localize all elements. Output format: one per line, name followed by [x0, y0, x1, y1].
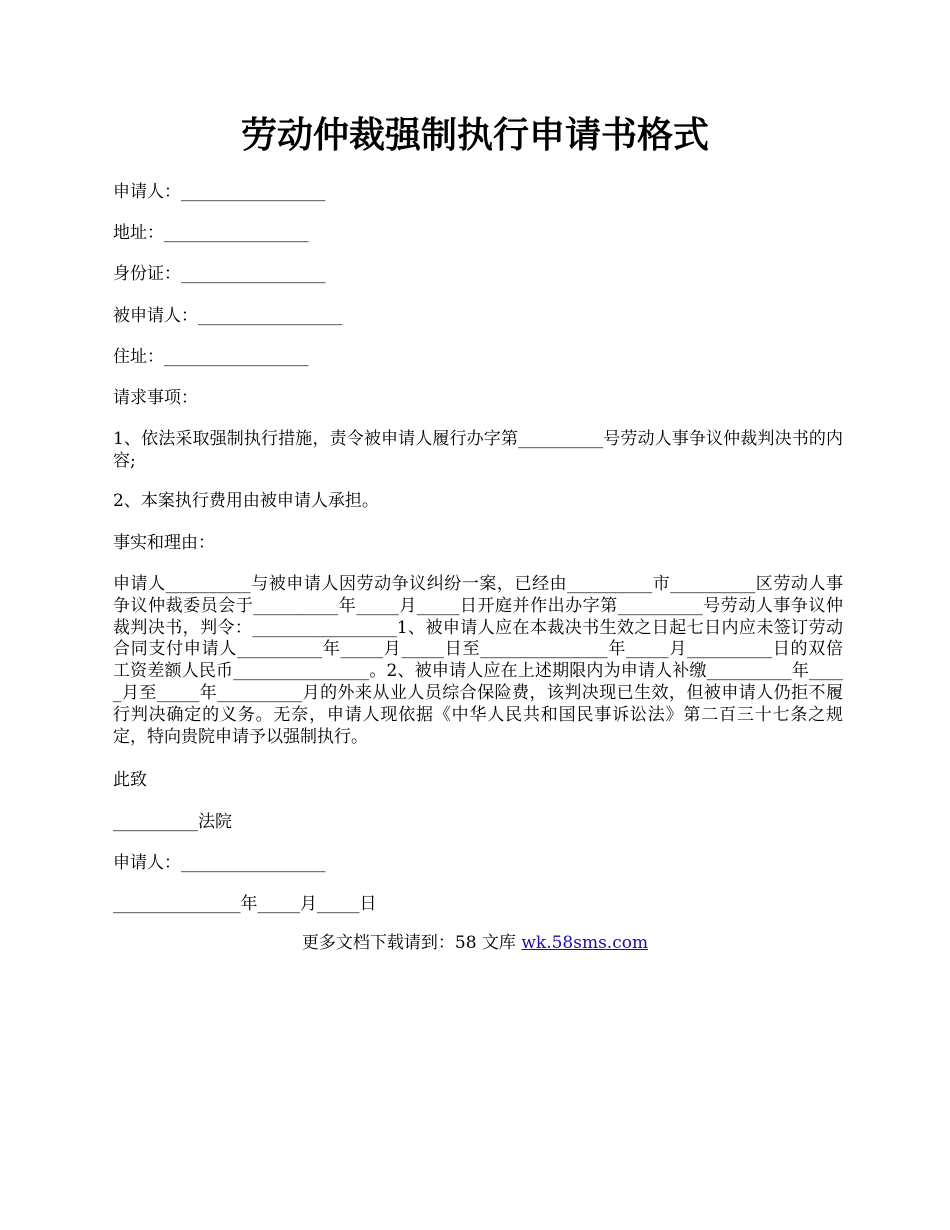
- document-title: 劳动仲裁强制执行申请书格式: [240, 115, 709, 156]
- salutation: 此致: [113, 770, 147, 790]
- id-card-line: 身份证：_________________: [113, 264, 326, 284]
- signature-line: 申请人：_________________: [113, 853, 326, 873]
- facts-heading: 事实和理由：: [113, 533, 215, 553]
- date-line: _______________年_____月_____日: [113, 894, 377, 914]
- request-heading: 请求事项：: [113, 388, 198, 408]
- applicant-line: 申请人：_________________: [113, 182, 326, 202]
- facts-body: 申请人__________与被申请人因劳动争议纠纷一案，已经由__________市__________区劳动人事争议仲裁委员会于__________年_____月_____日开庭并作出办字第__________号劳动人事争议仲裁判决书，判令：_________________1、被申请人应在本裁决书生效之日起七日内应未签订劳动合同支付申请人__________年_____月_____日至_______________年_____月__________日的双倍工资差额人民币________________。2、被申请人应在上述期限内为申请人补缴__________年_____月至_____年__________月的外来从业人员综合保险费，该判决现已生效，但被申请人仍拒不履行判决确定的义务。无奈，申请人现依据《中华人民共和国民事诉讼法》第二百三十七条之规定，特向贵院申请予以强制执行。: [113, 574, 843, 747]
- footer-text: 更多文档下载请到：58 文库: [301, 933, 522, 953]
- footer-link[interactable]: wk.58sms.com: [521, 933, 649, 953]
- residence-line: 住址：_________________: [113, 347, 309, 367]
- address-line: 地址：_________________: [113, 223, 309, 243]
- footer: [0, 933, 950, 954]
- request-item-1: 1、依法采取强制执行措施，责令被申请人履行办字第__________号劳动人事争议仲裁判决书的内容;: [113, 429, 843, 471]
- request-item-2: 2、本案执行费用由被申请人承担。: [113, 491, 379, 511]
- respondent-line: 被申请人：_________________: [113, 306, 343, 326]
- court-line: __________法院: [113, 812, 232, 832]
